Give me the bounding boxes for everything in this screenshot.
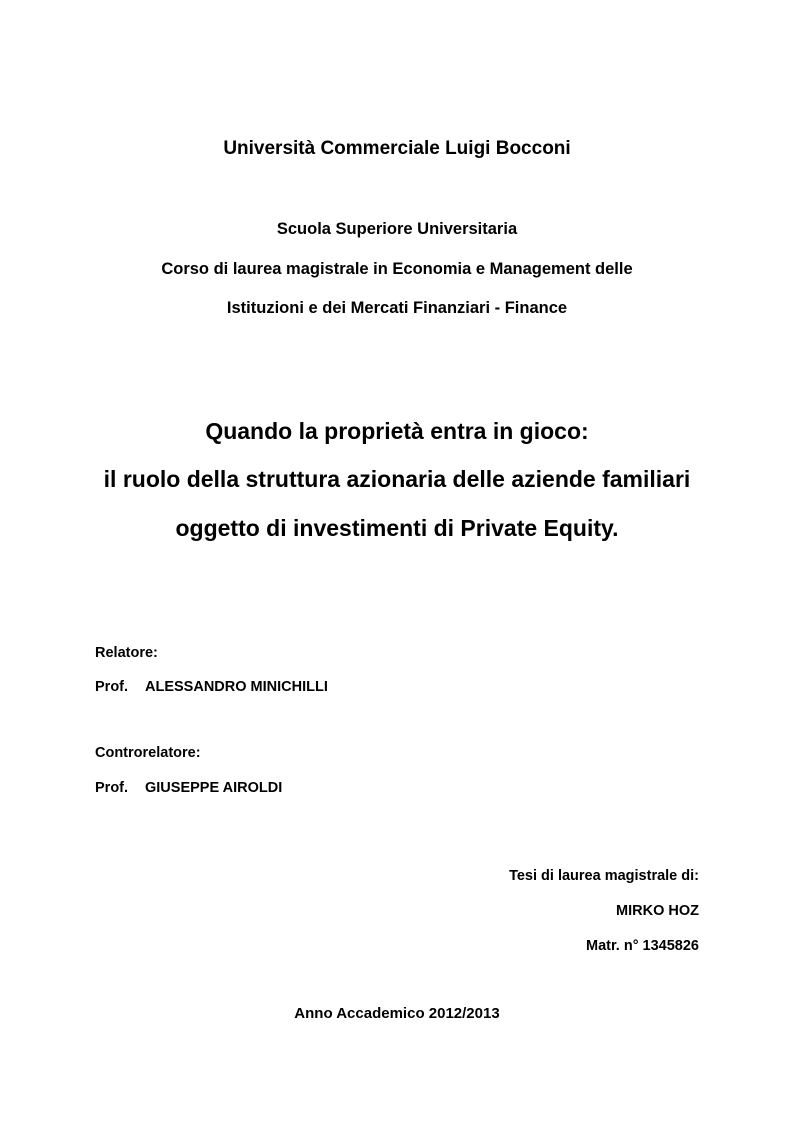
- controrelatore: [95, 781, 282, 796]
- thesis-title-line-1: Quando la proprietà entra in gioco:: [205, 418, 589, 444]
- course-name-line-1: Corso di laurea magistrale in Economia e Management delle: [161, 260, 633, 278]
- relatore-title: Prof.: [95, 679, 129, 695]
- relatore-label: Relatore:: [95, 645, 158, 661]
- author-label: Tesi di laurea magistrale di:: [509, 868, 699, 884]
- student-id: Matr. n° 1345826: [585, 938, 699, 954]
- author-name: MIRKO HOZ: [616, 903, 699, 919]
- course-name-line-2: Istituzioni e dei Mercati Finanziari - Finance: [226, 299, 568, 317]
- thesis-title-line-3: oggetto di investimenti di Private Equity.: [175, 515, 619, 541]
- school-name: Scuola Superiore Universitaria: [276, 220, 518, 238]
- relatore-name: ALESSANDRO MINICHILLI: [145, 679, 328, 695]
- controrelatore-label: Controrelatore:: [95, 745, 201, 761]
- controrelatore-title: Prof.: [95, 780, 129, 796]
- university-name: Università Commerciale Luigi Bocconi: [223, 138, 571, 159]
- thesis-title-line-2: il ruolo della struttura azionaria delle aziende familiari: [103, 466, 691, 492]
- controrelatore-name: GIUSEPPE AIROLDI: [145, 780, 283, 796]
- academic-year: Anno Accademico 2012/2013: [294, 1005, 500, 1022]
- relatore: [95, 680, 328, 695]
